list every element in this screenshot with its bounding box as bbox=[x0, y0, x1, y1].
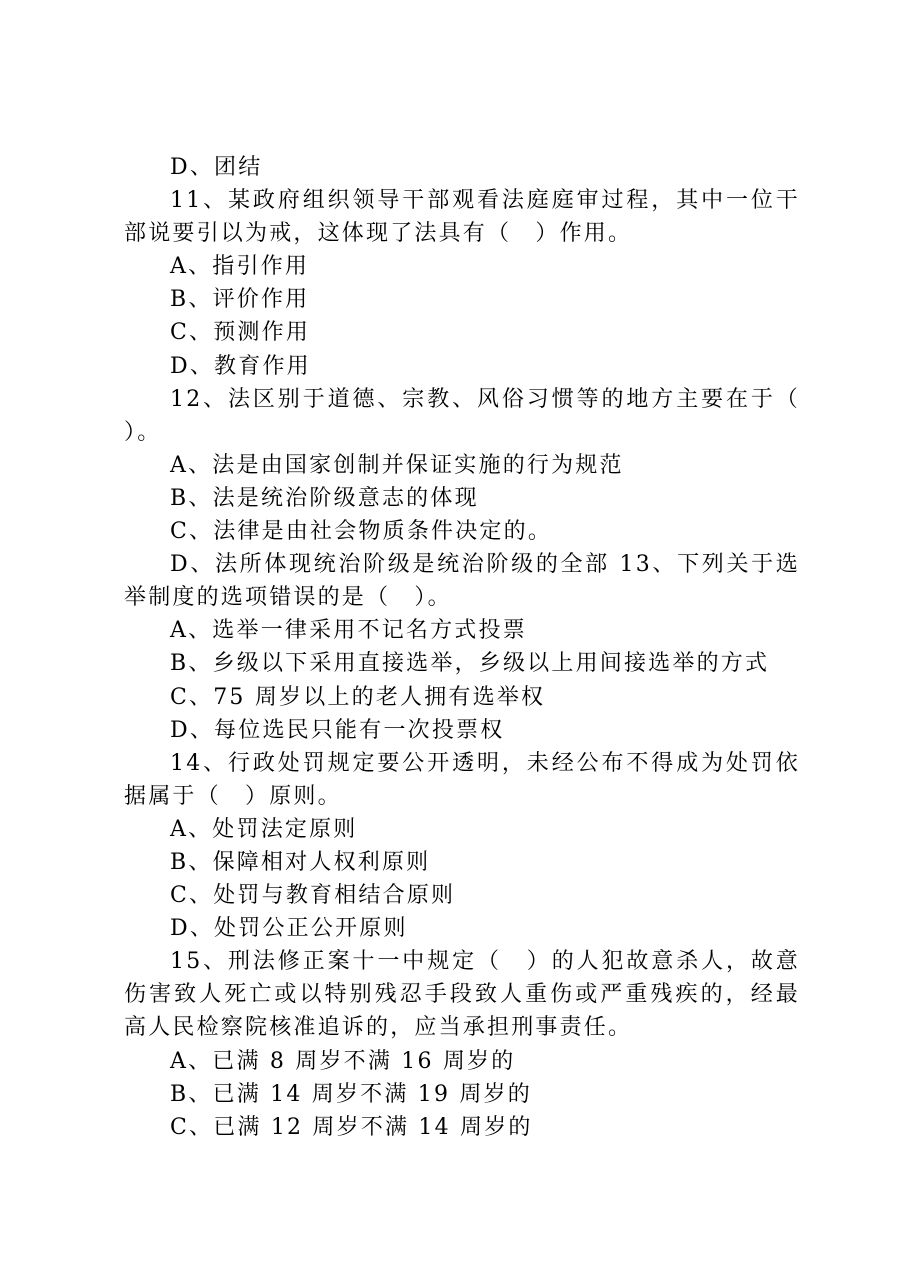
text-line: 部说要引以为戒，这体现了法具有（ ）作用。 bbox=[124, 221, 633, 247]
text-line: D、团结 bbox=[170, 155, 263, 180]
text-line: D、教育作用 bbox=[170, 353, 311, 379]
text-line: C、预测作用 bbox=[170, 320, 311, 346]
text-line: 11、某政府组织领导干部观看法庭庭审过程，其中一位干 bbox=[170, 188, 800, 214]
text-line: 据属于（ ）原则。 bbox=[124, 783, 342, 809]
text-line: 14、行政处罚规定要公开透明，未经公布不得成为处罚依 bbox=[170, 750, 800, 776]
text-line: A、处罚法定原则 bbox=[170, 816, 358, 842]
text-line: C、已满 12 周岁不满 14 周岁的 bbox=[170, 1114, 533, 1140]
text-line: ）。 bbox=[124, 419, 162, 445]
text-line: A、指引作用 bbox=[170, 254, 310, 280]
text-line: B、乡级以下采用直接选举，乡级以上用间接选举的方式 bbox=[170, 651, 770, 677]
text-line: D、每位选民只能有一次投票权 bbox=[170, 717, 505, 743]
text-line: B、已满 14 周岁不满 19 周岁的 bbox=[170, 1081, 532, 1107]
text-line: B、法是统治阶级意志的体现 bbox=[170, 485, 479, 511]
text-line: C、处罚与教育相结合原则 bbox=[170, 883, 456, 909]
text-line: B、保障相对人权利原则 bbox=[170, 849, 431, 875]
text-line: C、法律是由社会物质条件决定的。 bbox=[170, 519, 553, 545]
text-line: 高人民检察院核准追诉的，应当承担刑事责任。 bbox=[124, 1015, 633, 1041]
text-line: C、75 周岁以上的老人拥有选举权 bbox=[170, 684, 546, 710]
text-line: D、法所体现统治阶级是统治阶级的全部 13、下列关于选 bbox=[170, 552, 800, 578]
text-line: A、已满 8 周岁不满 16 周岁的 bbox=[170, 1048, 516, 1074]
text-line: B、评价作用 bbox=[170, 287, 310, 313]
document-body bbox=[124, 151, 800, 1144]
text-line: 举制度的选项错误的是（ ）。 bbox=[124, 585, 452, 611]
text-line: A、选举一律采用不记名方式投票 bbox=[170, 618, 527, 644]
text-line: A、法是由国家创制并保证实施的行为规范 bbox=[170, 452, 624, 478]
text-line: 伤害致人死亡或以特别残忍手段致人重伤或严重残疾的，经最 bbox=[124, 982, 800, 1008]
text-line: D、处罚公正公开原则 bbox=[170, 916, 408, 942]
text-line: 12、法区别于道德、宗教、风俗习惯等的地方主要在于（ bbox=[170, 386, 800, 412]
text-line: 15、刑法修正案十一中规定（ ）的人犯故意杀人，故意 bbox=[170, 949, 800, 975]
